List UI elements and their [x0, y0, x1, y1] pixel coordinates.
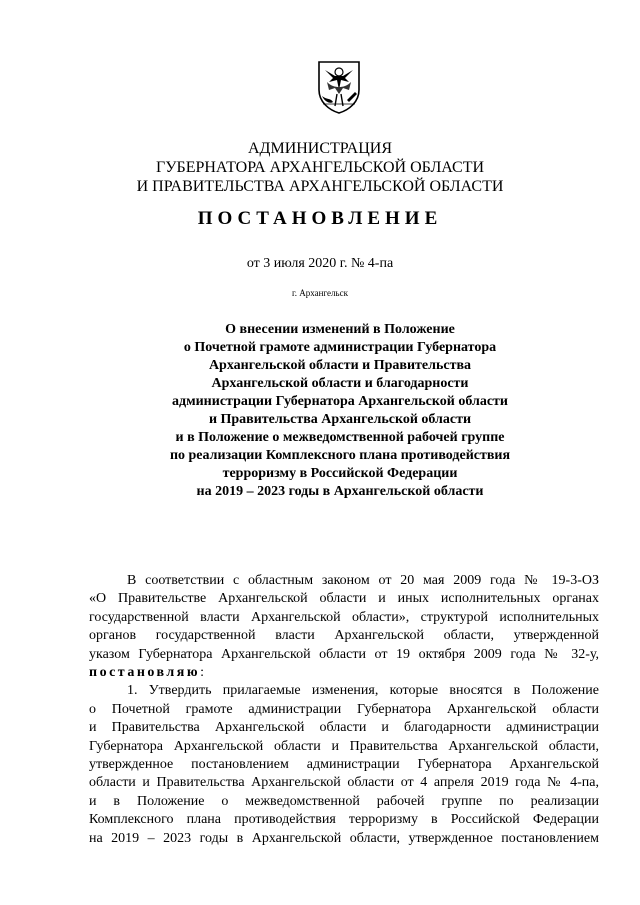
title-line: администрации Губернатора Архангельской области [172, 394, 508, 409]
body-line: Комплексного плана противодействия терроризму в Российской Федерации [89, 812, 599, 828]
authority-line-1: АДМИНИСТРАЦИЯ [248, 140, 392, 157]
body-line: на 2019 – 2023 годы в Архангельской области, утвержденное постановлением [89, 830, 599, 846]
body-line: 1. Утвердить прилагаемые изменения, которые вносятся в Положение [127, 683, 599, 699]
document-body [89, 572, 599, 848]
resolve-line [89, 664, 599, 682]
title-line: О внесении изменений в Положение [225, 322, 455, 337]
body-line: о Почетной грамоте администрации Губернатора Архангельской области [89, 701, 599, 717]
authority-line-2: ГУБЕРНАТОРА АРХАНГЕЛЬСКОЙ ОБЛАСТИ [155, 159, 485, 176]
title-line: по реализации Комплексного плана противодействия [169, 448, 511, 463]
body-line: указом Губернатора Архангельской области от 19 октября 2009 года № 32-у, [89, 646, 599, 662]
title-line: на 2019 – 2023 годы в Архангельской области [196, 484, 484, 499]
document-type: ПОСТАНОВЛЕНИЕ [197, 208, 443, 229]
body-line: В соответствии с областным законом от 20 мая 2009 года № 19-3-ОЗ [127, 573, 599, 588]
resolve-word: постановляю [89, 665, 201, 681]
body-line: и Правительства Архангельской области и благодарности администрации [89, 720, 599, 736]
title-line: о Почетной грамоте администрации Губернатора [183, 340, 497, 355]
title-line: и Правительства Архангельской области [208, 412, 472, 427]
document-city: г. Архангельск [292, 288, 348, 298]
document-title [0, 321, 640, 501]
body-line: утвержденное постановлением администрации Губернатора Архангельской [89, 757, 599, 773]
authority-line-3: И ПРАВИТЕЛЬСТВА АРХАНГЕЛЬСКОЙ ОБЛАСТИ [136, 178, 504, 195]
body-line: Губернатора Архангельской области и Правительства Архангельской области, [89, 738, 599, 754]
body-line: органов государственной власти Архангельской области, утвержденной [89, 628, 599, 644]
body-line: «О Правительстве Архангельской области и иных исполнительных органах [89, 591, 599, 607]
body-line: области и Правительства Архангельской области от 4 апреля 2019 года № 4-па, [89, 775, 599, 791]
title-line: Архангельской области и благодарности [211, 376, 469, 391]
title-line: и в Положение о межведомственной рабочей группе [175, 430, 505, 445]
title-line: терроризму в Российской Федерации [222, 466, 458, 481]
resolve-colon: : [200, 665, 204, 681]
issuing-authority [0, 139, 640, 196]
title-line: Архангельской области и Правительства [208, 358, 472, 373]
coat-of-arms-emblem [313, 60, 365, 114]
body-line: государственной власти Архангельской области», структурой исполнительных [89, 609, 599, 625]
document-date-number: от 3 июля 2020 г. № 4-па [246, 256, 394, 271]
body-line: и в Положение о межведомственной рабочей группе по реализации [89, 793, 599, 809]
